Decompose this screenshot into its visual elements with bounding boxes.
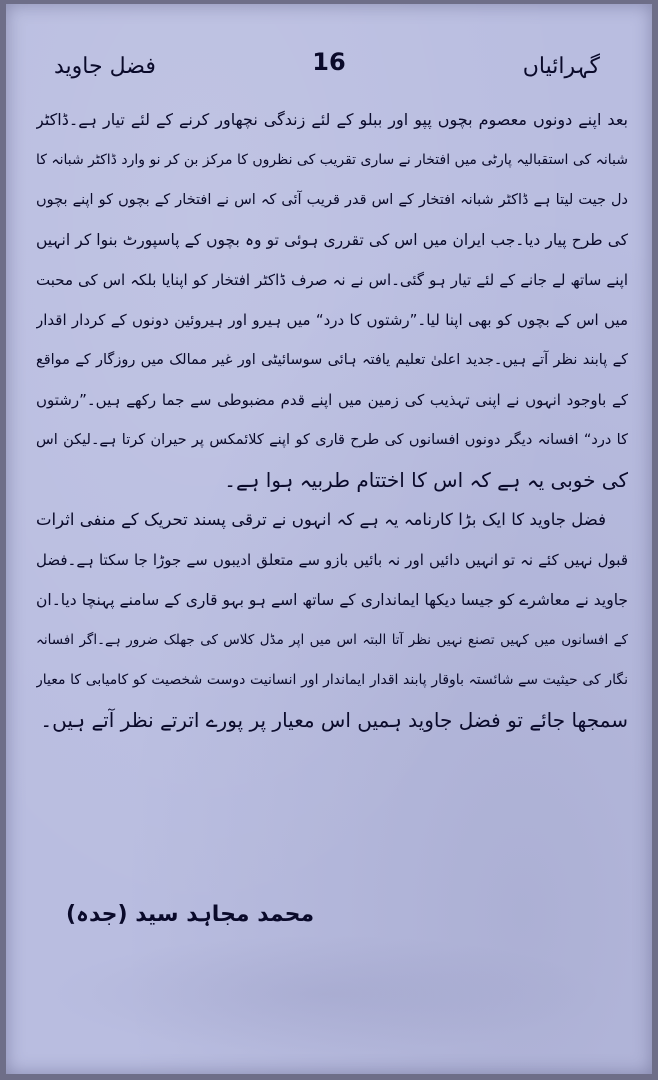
text-line: کے باوجود انہوں نے اپنی تہذیب کی زمین میں اپنے قدم مضبوطی سے جما رکھے ہیں۔”رشتوں [36,391,628,409]
text-line: کا درد“ افسانہ دیگر دونوں افسانوں کی طرح قاری کو اپنے کلائمکس پر حیران کرتا ہے۔لیکن اس [36,432,628,448]
paragraph-2 [36,500,628,740]
text-line: کے پابند نظر آتے ہیں۔جدید اعلیٰ تعلیم یافتہ ہائی سوسائیٹی اور غیر ممالک میں روزگار کے مواقع [36,352,628,368]
paragraph-1 [36,100,628,500]
text-line: میں اس کے بچوں کو بھی اپنا لیا۔”رشتوں کا درد“ میں ہیرو اور ہیروئین دونوں کے کردار اقدار [36,311,628,329]
text-line: نگار کی حیثیت سے شائستہ باوقار پابند اقدار ایماندار اور انسانیت دوست شخصیت کو کامیابی کا معیار [36,672,628,688]
page-header [6,48,652,92]
author-name: فضل جاوید [54,54,156,79]
author-signature: محمد مجاہد سید (جدہ) [66,902,315,927]
text-line: دل جیت لیتا ہے ڈاکٹر شبانہ افتخار کے اس قدر قریب آئی کہ اس نے افتخار کے بچوں کو اپنے بچوں [36,192,628,208]
bleed-through-shade [46,934,606,1054]
text-line: قبول نہیں کئے نہ تو انہیں دائیں اور نہ بائیں بازو سے متعلق ادیبوں سے جوڑا جا سکتا ہے۔فضل [36,551,628,569]
page-body [36,100,628,740]
text-line: بعد اپنے دونوں معصوم بچوں پپو اور ببلو کے لئے زندگی نچھاور کرنے کے لئے تیار ہے۔ڈاکٹر [36,110,628,129]
book-page [6,4,652,1074]
text-line: سمجھا جائے تو فضل جاوید ہمیں اس معیار پر پورے اترتے نظر آتے ہیں۔ [40,708,628,732]
text-line: فضل جاوید کا ایک بڑا کارنامہ یہ ہے کہ انہوں نے ترقی پسند تحریک کے منفی اثرات [36,510,606,529]
text-line: کے افسانوں میں کہیں تصنع نہیں نظر آتا البتہ اس میں اپر مڈل کلاس کی جھلک ضرور ہے۔اگر افسانہ [36,632,628,648]
book-title: گہرائیاں [522,54,600,79]
text-line: شبانہ کی استقبالیہ پارٹی میں افتخار نے ساری تقریب کی نظروں کا مرکز بن کر نو وارد ڈاکٹر شبانہ کا [36,152,628,168]
page-number: 16 [312,48,346,76]
text-line: کی خوبی یہ ہے کہ اس کا اختتام طربیہ ہوا ہے۔ [224,468,628,492]
text-line: جاوید نے معاشرے کو جیسا دیکھا ایمانداری کے ساتھ اسے ہو بہو قاری کے سامنے پہنچا دیا۔ان [36,591,628,609]
text-line: اپنے ساتھ لے جانے کے لئے تیار ہو گئی۔اس نے نہ صرف ڈاکٹر افتخار کو اپنایا بلکہ اس کی محبت [36,271,628,289]
text-line: کی طرح پیار دیا۔جب ایران میں اس کی تقرری ہوئی تو وہ بچوں کے پاسپورٹ بنوا کر انہیں [36,231,628,249]
